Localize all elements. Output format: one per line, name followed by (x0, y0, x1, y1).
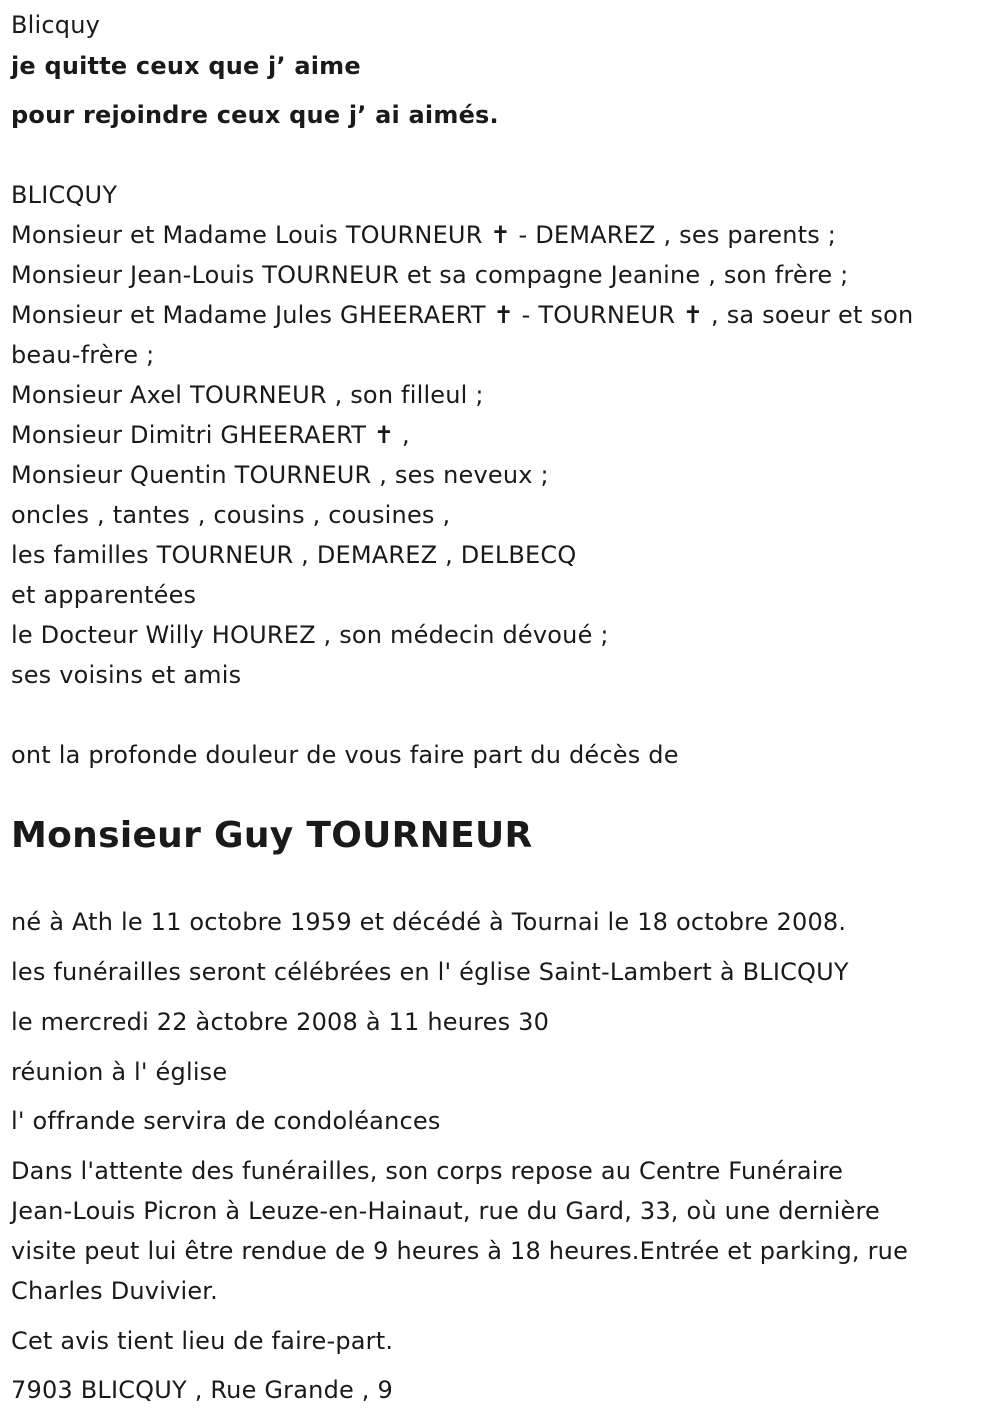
family-line: Monsieur Axel TOURNEUR , son filleul ; (11, 381, 484, 409)
rest-line: Jean-Louis Picron à Leuze-en-Hainaut, rue du Gard, 33, où une dernière (11, 1197, 880, 1225)
family-line: les familles TOURNEUR , DEMAREZ , DELBECQ (11, 541, 577, 569)
deceased-name: Monsieur Guy TOURNEUR (11, 815, 533, 856)
meeting-line: réunion à l' église (11, 1058, 228, 1086)
family-line: oncles , tantes , cousins , cousines , (11, 501, 451, 529)
funeral-date-line: le mercredi 22 àctobre 2008 à 11 heures 30 (11, 1008, 550, 1036)
family-place: BLICQUY (11, 181, 118, 209)
family-line: Monsieur et Madame Louis TOURNEUR ✝ - DEMAREZ , ses parents ; (11, 221, 837, 249)
address-line: 7903 BLICQUY , Rue Grande , 9 (11, 1376, 393, 1404)
rest-line: visite peut lui être rendue de 9 heures à 18 heures.Entrée et parking, rue (11, 1237, 909, 1265)
notice-line: Cet avis tient lieu de faire-part. (11, 1327, 394, 1355)
rest-line: Dans l'attente des funérailles, son corps repose au Centre Funéraire (11, 1157, 844, 1185)
family-line: ses voisins et amis (11, 661, 242, 689)
town-heading: Blicquy (11, 11, 101, 39)
birth-death-line: né à Ath le 11 octobre 1959 et décédé à Tournai le 18 octobre 2008. (11, 908, 847, 936)
quote-line-2: pour rejoindre ceux que j’ ai aimés. (11, 101, 499, 129)
rest-line: Charles Duvivier. (11, 1277, 219, 1305)
family-line: Monsieur Quentin TOURNEUR , ses neveux ; (11, 461, 549, 489)
offering-line: l' offrande servira de condoléances (11, 1107, 441, 1135)
family-line: Monsieur et Madame Jules GHEERAERT ✝ - TOURNEUR ✝ , sa soeur et son (11, 301, 914, 329)
quote-line-1: je quitte ceux que j’ aime (11, 52, 361, 80)
announcement-text: ont la profonde douleur de vous faire part du décès de (11, 741, 679, 769)
family-line: le Docteur Willy HOUREZ , son médecin dévoué ; (11, 621, 609, 649)
family-line: et apparentées (11, 581, 197, 609)
family-line: Monsieur Dimitri GHEERAERT ✝ , (11, 421, 410, 449)
family-line: beau-frère ; (11, 341, 155, 369)
family-line: Monsieur Jean-Louis TOURNEUR et sa compagne Jeanine , son frère ; (11, 261, 849, 289)
funeral-place-line: les funérailles seront célébrées en l' église Saint-Lambert à BLICQUY (11, 958, 849, 986)
